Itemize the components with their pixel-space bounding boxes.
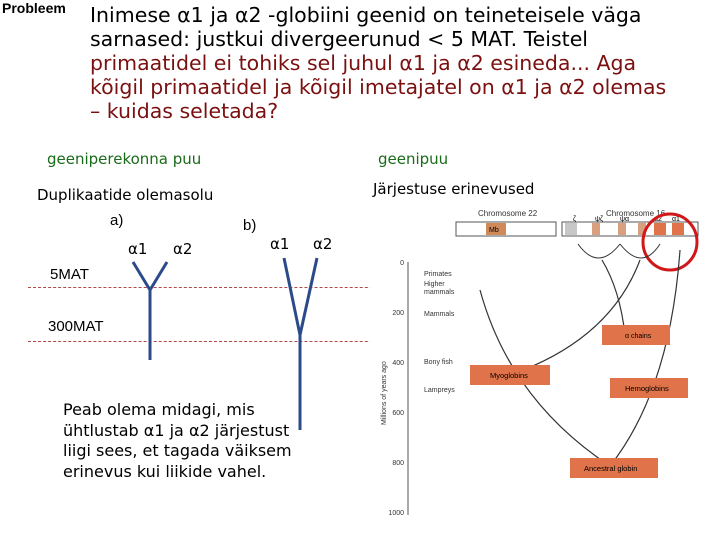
gene-label: α2 xyxy=(654,216,662,223)
mb-label: Mb xyxy=(489,227,499,234)
intro-line: sarnased: justkui divergeerunud < 5 MAT. Teistel xyxy=(90,27,589,51)
group-label: mammals xyxy=(424,289,455,296)
chr16-segment xyxy=(565,223,577,235)
alpha2-label-b: α2 xyxy=(313,235,333,253)
heading-gene-family-tree: geeniperekonna puu xyxy=(47,150,202,168)
alpha1-label-a: α1 xyxy=(128,240,148,258)
tick-label: 1000 xyxy=(388,510,404,517)
explanation-note xyxy=(63,400,313,482)
tick-label: 400 xyxy=(392,360,404,367)
hemoglobins-label: Hemoglobins xyxy=(625,384,669,393)
gene-label: ψα xyxy=(620,216,630,223)
group-label: Lampreys xyxy=(424,387,455,394)
group-label: Primates xyxy=(424,271,452,278)
sequence-diff-label: Järjestuse erinevused xyxy=(373,180,535,198)
tick-label: 200 xyxy=(392,310,404,317)
tree-a xyxy=(133,262,167,360)
duplication-label: Duplikaatide olemasolu xyxy=(37,186,214,204)
globin-evolution-figure xyxy=(370,200,720,540)
chr16-segment xyxy=(592,223,600,235)
note-line: liigi sees, et tagada väiksem xyxy=(63,441,292,460)
probleem-label: Probleem xyxy=(2,0,66,16)
chromosome16-label: Chromosome 16 xyxy=(606,209,666,218)
axis-title: Millions of years ago xyxy=(381,361,388,425)
tick-label: 600 xyxy=(392,410,404,417)
panel-b-label: b) xyxy=(243,217,257,234)
time-label-5mat: 5MAT xyxy=(50,266,89,283)
intro-line: primaatidel ei tohiks sel juhul α1 ja α2 esineda... Aga xyxy=(90,51,637,75)
heading-gene-tree: geenipuu xyxy=(378,150,449,168)
gene-label: ψζ xyxy=(595,216,604,223)
alpha1-label-b: α1 xyxy=(270,235,290,253)
group-label: Mammals xyxy=(424,311,455,318)
note-line: erinevus kui liikide vahel. xyxy=(63,461,267,481)
group-label: Bony fish xyxy=(424,359,453,366)
tick-label: 0 xyxy=(400,260,404,267)
note-line: Peab olema midagi, mis xyxy=(63,400,255,419)
group-label: Higher xyxy=(424,281,445,288)
alpha2-label-a: α2 xyxy=(173,240,193,258)
alpha2-gene xyxy=(654,223,666,235)
chromosome22-label: Chromosome 22 xyxy=(478,209,538,218)
intro-line: Inimese α1 ja α2 -globiini geenid on teineteisele väga xyxy=(90,3,642,27)
time-label-300mat: 300MAT xyxy=(48,318,104,335)
panel-a-label: a) xyxy=(110,212,124,229)
gene-label: α1 xyxy=(672,216,680,223)
intro-line: kõigil primaatidel ja kõigil imetajatel on α1 ja α2 olemas xyxy=(90,75,667,99)
ancestral-globin-label: Ancestral globin xyxy=(584,464,638,473)
gene-label: ζ xyxy=(573,216,577,223)
note-line: ühtlustab α1 ja α2 järjestust xyxy=(63,420,290,440)
intro-line: – kuidas seletada? xyxy=(90,99,279,123)
chr16-segment xyxy=(618,223,626,235)
alpha1-gene xyxy=(672,223,684,235)
alpha-chains-label: α chains xyxy=(625,333,652,340)
tick-label: 800 xyxy=(392,460,404,467)
myoglobins-label: Myoglobins xyxy=(490,371,528,380)
